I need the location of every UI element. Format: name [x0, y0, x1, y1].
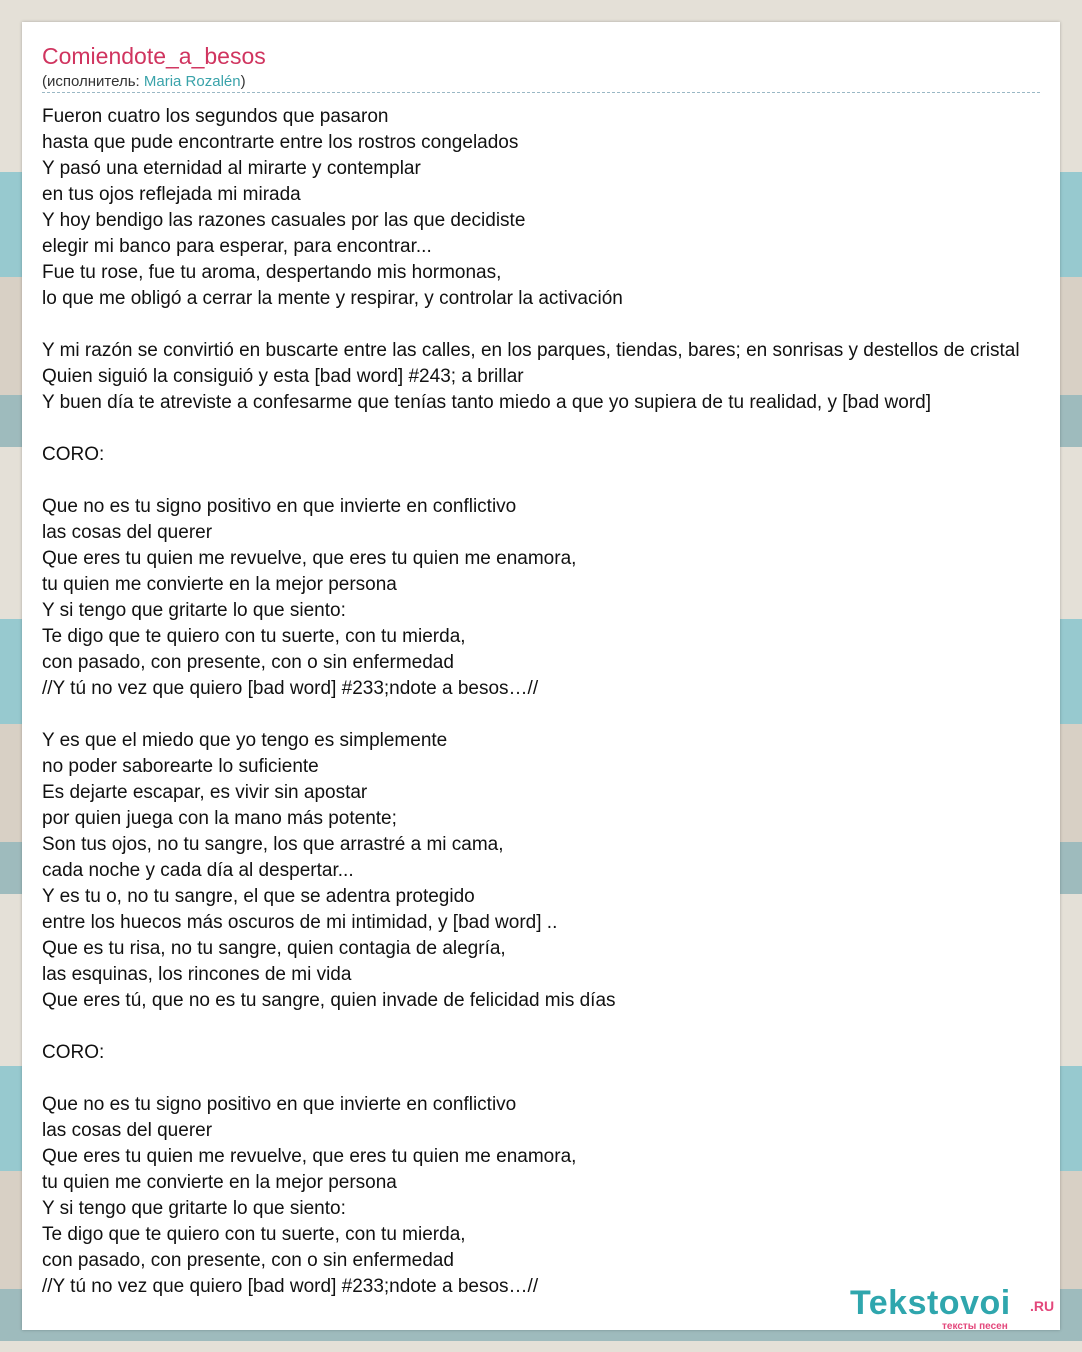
lyric-line: //Y tú no vez que quiero [bad word] #233;ndote a besos…// — [42, 1276, 539, 1297]
lyric-line: Y pasó una eternidad al mirarte y contemplar — [42, 158, 421, 179]
lyric-line: tu quien me convierte en la mejor persona — [42, 1172, 397, 1193]
lyric-line: Y mi razón se convirtió en buscarte entre las calles, en los parques, tiendas, bares; en sonrisas y destellos de cristal — [42, 340, 1020, 361]
artist-suffix: ) — [240, 73, 246, 90]
lyric-line: Te digo que te quiero con tu suerte, con tu mierda, — [42, 1224, 466, 1245]
lyric-line — [42, 1014, 1020, 1040]
lyric-line: CORO: — [42, 444, 105, 465]
lyric-line: Que eres tú, que no es tu sangre, quien invade de felicidad mis días — [42, 990, 616, 1011]
song-title: Comiendote_a_besos — [42, 43, 266, 69]
lyric-line: en tus ojos reflejada mi mirada — [42, 184, 301, 205]
lyric-line — [42, 312, 1020, 338]
lyric-line: Es dejarte escapar, es vivir sin apostar — [42, 782, 368, 803]
lyric-line: lo que me obligó a cerrar la mente y respirar, y controlar la activación — [42, 288, 623, 309]
lyric-line: elegir mi banco para esperar, para encontrar... — [42, 236, 432, 257]
lyric-line: Quien siguió la consiguió y esta [bad word] #243; a brillar — [42, 366, 524, 387]
title-divider — [42, 92, 1040, 93]
lyric-line — [42, 702, 1020, 728]
lyric-line: no poder saborearte lo suficiente — [42, 756, 319, 777]
lyric-line: Que eres tu quien me revuelve, que eres tu quien me enamora, — [42, 1146, 577, 1167]
artist-prefix: (исполнитель: — [42, 73, 144, 90]
lyric-line: Fue tu rose, fue tu aroma, despertando mis hormonas, — [42, 262, 502, 283]
lyrics-text — [42, 104, 1020, 1300]
lyric-line: las cosas del querer — [42, 1120, 213, 1141]
lyric-line: Y hoy bendigo las razones casuales por las que decidiste — [42, 210, 526, 231]
lyric-line: Te digo que te quiero con tu suerte, con tu mierda, — [42, 626, 466, 647]
lyric-line: Que no es tu signo positivo en que invierte en conflictivo — [42, 496, 517, 517]
lyric-line: Que es tu risa, no tu sangre, quien contagia de alegría, — [42, 938, 506, 959]
lyric-line: las cosas del querer — [42, 522, 213, 543]
lyric-line: tu quien me convierte en la mejor persona — [42, 574, 397, 595]
lyric-line: por quien juega con la mano más potente; — [42, 808, 397, 829]
lyric-line: Y si tengo que gritarte lo que siento: — [42, 1198, 346, 1219]
lyrics-card — [22, 22, 1060, 1330]
logo-wordmark: Tekstovoi — [850, 1284, 1011, 1322]
lyric-line: Que eres tu quien me revuelve, que eres tu quien me enamora, — [42, 548, 577, 569]
lyric-line — [42, 416, 1020, 442]
lyric-line: las esquinas, los rincones de mi vida — [42, 964, 352, 985]
lyric-line: con pasado, con presente, con o sin enfermedad — [42, 652, 454, 673]
lyric-line: Que no es tu signo positivo en que invierte en conflictivo — [42, 1094, 517, 1115]
logo-tagline: тексты песен — [942, 1321, 1008, 1330]
lyric-line — [42, 1066, 1020, 1092]
artist-link[interactable]: Maria Rozalén — [143, 73, 241, 90]
lyric-line: Y si tengo que gritarte lo que siento: — [42, 600, 346, 621]
logo-domain: .RU — [1030, 1298, 1055, 1314]
lyric-line: Y buen día te atreviste a confesarme que tenías tanto miedo a que yo supiera de tu realidad, y [bad word] — [42, 392, 931, 413]
lyric-line — [42, 468, 1020, 494]
lyric-line: Y es que el miedo que yo tengo es simplemente — [42, 730, 448, 751]
lyric-line: hasta que pude encontrarte entre los rostros congelados — [42, 132, 519, 153]
lyric-line: Y es tu o, no tu sangre, el que se adentra protegido — [42, 886, 475, 907]
lyric-line: cada noche y cada día al despertar... — [42, 860, 354, 881]
artist-line — [42, 73, 246, 90]
lyric-line: Fueron cuatro los segundos que pasaron — [42, 106, 389, 127]
site-logo[interactable] — [850, 1284, 1060, 1330]
lyric-line: con pasado, con presente, con o sin enfermedad — [42, 1250, 454, 1271]
lyric-line: Son tus ojos, no tu sangre, los que arrastré a mi cama, — [42, 834, 504, 855]
lyric-line: //Y tú no vez que quiero [bad word] #233;ndote a besos…// — [42, 678, 539, 699]
lyric-line: entre los huecos más oscuros de mi intimidad, y [bad word] .. — [42, 912, 558, 933]
lyric-line: CORO: — [42, 1042, 105, 1063]
